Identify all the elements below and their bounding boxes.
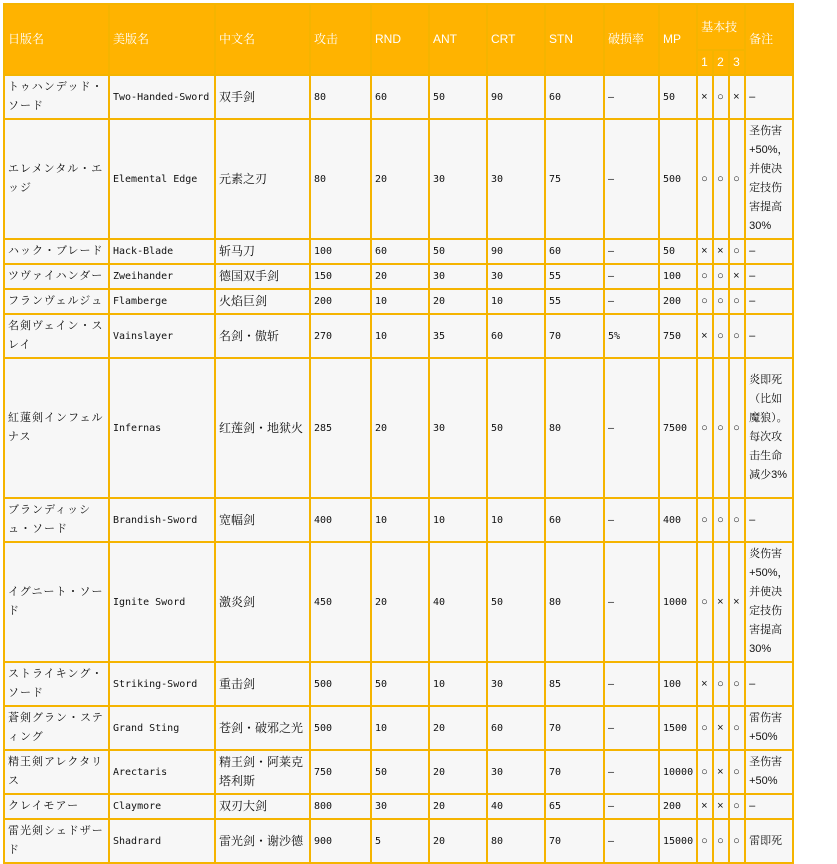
weapon-us-name: Ignite Sword bbox=[110, 543, 214, 661]
weapon-break-rate: – bbox=[605, 499, 658, 541]
weapon-cn-name: 德国双手剑 bbox=[216, 265, 309, 288]
weapon-crt: 30 bbox=[488, 751, 544, 793]
weapon-crt: 60 bbox=[488, 707, 544, 749]
weapon-cn-name: 精王剑・阿莱克塔利斯 bbox=[216, 751, 309, 793]
weapon-note: 雷伤害+50% bbox=[746, 707, 791, 749]
weapon-cn-name: 火焰巨剑 bbox=[216, 290, 309, 313]
table-row bbox=[5, 359, 792, 497]
weapon-ant: 35 bbox=[430, 315, 486, 357]
table-row bbox=[5, 543, 792, 661]
weapon-ant: 10 bbox=[430, 499, 486, 541]
weapon-break-rate: 5% bbox=[605, 315, 658, 357]
weapon-crt: 10 bbox=[488, 290, 544, 313]
weapon-us-name: Vainslayer bbox=[110, 315, 214, 357]
weapon-break-rate: – bbox=[605, 751, 658, 793]
weapon-break-rate: – bbox=[605, 543, 658, 661]
weapon-rnd: 20 bbox=[372, 359, 428, 497]
table-row bbox=[5, 820, 792, 862]
weapon-us-name: Brandish-Sword bbox=[110, 499, 214, 541]
weapon-skill-3: ○ bbox=[730, 240, 744, 263]
weapon-mp: 750 bbox=[660, 315, 696, 357]
header-ant: ANT bbox=[430, 5, 486, 74]
weapon-attack: 150 bbox=[311, 265, 370, 288]
weapon-stn: 70 bbox=[546, 820, 603, 862]
weapon-skill-3: ○ bbox=[730, 359, 744, 497]
weapon-ant: 50 bbox=[430, 76, 486, 118]
weapon-note: – bbox=[746, 290, 791, 313]
table-row bbox=[5, 290, 792, 313]
weapon-skill-1: × bbox=[698, 240, 712, 263]
weapon-mp: 400 bbox=[660, 499, 696, 541]
weapon-stn: 70 bbox=[546, 707, 603, 749]
weapon-skill-2: ○ bbox=[714, 499, 728, 541]
weapon-break-rate: – bbox=[605, 265, 658, 288]
weapon-note: – bbox=[746, 663, 791, 705]
weapon-us-name: Claymore bbox=[110, 795, 214, 818]
weapon-crt: 30 bbox=[488, 120, 544, 238]
weapon-us-name: Infernas bbox=[110, 359, 214, 497]
weapon-stn: 60 bbox=[546, 240, 603, 263]
weapon-skill-2: ○ bbox=[714, 359, 728, 497]
weapon-us-name: Striking-Sword bbox=[110, 663, 214, 705]
weapon-mp: 10000 bbox=[660, 751, 696, 793]
weapon-crt: 90 bbox=[488, 240, 544, 263]
weapon-mp: 1000 bbox=[660, 543, 696, 661]
table-row bbox=[5, 265, 792, 288]
weapon-rnd: 10 bbox=[372, 707, 428, 749]
weapon-cn-name: 双手剑 bbox=[216, 76, 309, 118]
weapon-mp: 7500 bbox=[660, 359, 696, 497]
weapon-rnd: 10 bbox=[372, 499, 428, 541]
weapon-skill-3: × bbox=[730, 543, 744, 661]
weapon-stn: 65 bbox=[546, 795, 603, 818]
weapon-cn-name: 双刃大剑 bbox=[216, 795, 309, 818]
weapon-jp-name: ブランディッシュ・ソード bbox=[5, 499, 108, 541]
weapon-skill-1: ○ bbox=[698, 707, 712, 749]
weapon-break-rate: – bbox=[605, 120, 658, 238]
weapon-jp-name: 雷光剣シェドザード bbox=[5, 820, 108, 862]
weapon-skill-1: × bbox=[698, 795, 712, 818]
header-stn: STN bbox=[546, 5, 603, 74]
weapon-stn: 55 bbox=[546, 290, 603, 313]
weapon-skill-2: ○ bbox=[714, 290, 728, 313]
weapon-us-name: Arectaris bbox=[110, 751, 214, 793]
weapon-crt: 30 bbox=[488, 663, 544, 705]
weapon-crt: 80 bbox=[488, 820, 544, 862]
weapon-cn-name: 苍剑・破邪之光 bbox=[216, 707, 309, 749]
weapon-skill-1: ○ bbox=[698, 820, 712, 862]
weapon-rnd: 50 bbox=[372, 751, 428, 793]
table-row bbox=[5, 663, 792, 705]
weapon-attack: 270 bbox=[311, 315, 370, 357]
weapon-mp: 200 bbox=[660, 795, 696, 818]
weapon-skill-3: ○ bbox=[730, 795, 744, 818]
weapon-jp-name: イグニート・ソード bbox=[5, 543, 108, 661]
weapon-jp-name: ストライキング・ソード bbox=[5, 663, 108, 705]
header-note: 备注 bbox=[746, 5, 791, 74]
table-row bbox=[5, 795, 792, 818]
weapon-rnd: 30 bbox=[372, 795, 428, 818]
weapon-rnd: 20 bbox=[372, 120, 428, 238]
weapon-break-rate: – bbox=[605, 359, 658, 497]
weapon-crt: 30 bbox=[488, 265, 544, 288]
weapon-break-rate: – bbox=[605, 795, 658, 818]
weapon-ant: 50 bbox=[430, 240, 486, 263]
weapon-ant: 40 bbox=[430, 543, 486, 661]
weapon-note: – bbox=[746, 240, 791, 263]
weapon-attack: 400 bbox=[311, 499, 370, 541]
weapon-skill-1: × bbox=[698, 76, 712, 118]
header-skill-2: 2 bbox=[714, 51, 728, 74]
weapon-skill-3: ○ bbox=[730, 751, 744, 793]
weapon-skill-2: ○ bbox=[714, 820, 728, 862]
header-break-rate: 破损率 bbox=[605, 5, 658, 74]
weapon-jp-name: 名剣ヴェイン・スレイ bbox=[5, 315, 108, 357]
weapon-skill-2: × bbox=[714, 751, 728, 793]
weapon-break-rate: – bbox=[605, 820, 658, 862]
weapon-attack: 500 bbox=[311, 663, 370, 705]
weapon-mp: 15000 bbox=[660, 820, 696, 862]
weapon-skill-1: ○ bbox=[698, 751, 712, 793]
weapon-attack: 285 bbox=[311, 359, 370, 497]
weapon-stn: 85 bbox=[546, 663, 603, 705]
weapon-skill-2: ○ bbox=[714, 76, 728, 118]
weapon-us-name: Zweihander bbox=[110, 265, 214, 288]
header-cn-name: 中文名 bbox=[216, 5, 309, 74]
weapon-skill-1: ○ bbox=[698, 499, 712, 541]
weapon-us-name: Elemental Edge bbox=[110, 120, 214, 238]
weapon-cn-name: 元素之刃 bbox=[216, 120, 309, 238]
weapon-crt: 50 bbox=[488, 543, 544, 661]
weapon-stn: 60 bbox=[546, 76, 603, 118]
weapon-attack: 200 bbox=[311, 290, 370, 313]
weapon-skill-3: × bbox=[730, 265, 744, 288]
weapon-rnd: 5 bbox=[372, 820, 428, 862]
header-jp-name: 日版名 bbox=[5, 5, 108, 74]
weapon-ant: 30 bbox=[430, 120, 486, 238]
weapon-stn: 70 bbox=[546, 315, 603, 357]
header-mp: MP bbox=[660, 5, 696, 74]
weapon-attack: 500 bbox=[311, 707, 370, 749]
header-skill-1: 1 bbox=[698, 51, 712, 74]
weapon-skill-3: ○ bbox=[730, 820, 744, 862]
header-basic-skill: 基本技 bbox=[698, 5, 744, 49]
weapon-us-name: Grand Sting bbox=[110, 707, 214, 749]
weapon-jp-name: 精王剣アレクタリス bbox=[5, 751, 108, 793]
weapon-attack: 800 bbox=[311, 795, 370, 818]
weapon-jp-name: 紅蓮剣インフェルナス bbox=[5, 359, 108, 497]
weapon-skill-2: ○ bbox=[714, 265, 728, 288]
weapon-ant: 20 bbox=[430, 290, 486, 313]
weapon-stn: 70 bbox=[546, 751, 603, 793]
weapon-jp-name: ツヴァイハンダー bbox=[5, 265, 108, 288]
weapon-rnd: 60 bbox=[372, 240, 428, 263]
weapon-break-rate: – bbox=[605, 76, 658, 118]
weapon-ant: 20 bbox=[430, 820, 486, 862]
weapon-break-rate: – bbox=[605, 663, 658, 705]
weapon-crt: 60 bbox=[488, 315, 544, 357]
header-rnd: RND bbox=[372, 5, 428, 74]
table-row bbox=[5, 120, 792, 238]
weapon-skill-2: ○ bbox=[714, 120, 728, 238]
weapon-skill-3: ○ bbox=[730, 663, 744, 705]
weapon-attack: 100 bbox=[311, 240, 370, 263]
weapon-jp-name: トゥハンデッド・ソード bbox=[5, 76, 108, 118]
weapon-crt: 50 bbox=[488, 359, 544, 497]
weapon-table bbox=[3, 3, 794, 864]
header-crt: CRT bbox=[488, 5, 544, 74]
weapon-skill-1: × bbox=[698, 315, 712, 357]
weapon-cn-name: 红莲剑・地狱火 bbox=[216, 359, 309, 497]
weapon-jp-name: フランヴェルジュ bbox=[5, 290, 108, 313]
weapon-ant: 30 bbox=[430, 265, 486, 288]
weapon-cn-name: 宽幅剑 bbox=[216, 499, 309, 541]
weapon-skill-2: × bbox=[714, 707, 728, 749]
weapon-note: – bbox=[746, 795, 791, 818]
weapon-stn: 80 bbox=[546, 359, 603, 497]
weapon-attack: 750 bbox=[311, 751, 370, 793]
weapon-mp: 50 bbox=[660, 240, 696, 263]
table-row bbox=[5, 707, 792, 749]
weapon-note: – bbox=[746, 265, 791, 288]
weapon-skill-2: ○ bbox=[714, 315, 728, 357]
weapon-us-name: Flamberge bbox=[110, 290, 214, 313]
weapon-crt: 90 bbox=[488, 76, 544, 118]
weapon-rnd: 20 bbox=[372, 265, 428, 288]
header-skill-3: 3 bbox=[730, 51, 744, 74]
weapon-note: 雷即死 bbox=[746, 820, 791, 862]
weapon-note: 炎即死（比如魔狼）。每次攻击生命减少3% bbox=[746, 359, 791, 497]
weapon-cn-name: 名剑・傲斩 bbox=[216, 315, 309, 357]
weapon-skill-3: × bbox=[730, 76, 744, 118]
weapon-mp: 50 bbox=[660, 76, 696, 118]
weapon-us-name: Shadrard bbox=[110, 820, 214, 862]
weapon-mp: 500 bbox=[660, 120, 696, 238]
weapon-rnd: 50 bbox=[372, 663, 428, 705]
weapon-cn-name: 激炎剑 bbox=[216, 543, 309, 661]
weapon-attack: 900 bbox=[311, 820, 370, 862]
weapon-us-name: Two-Handed-Sword bbox=[110, 76, 214, 118]
weapon-mp: 200 bbox=[660, 290, 696, 313]
weapon-skill-1: ○ bbox=[698, 543, 712, 661]
weapon-skill-1: × bbox=[698, 663, 712, 705]
table-row bbox=[5, 499, 792, 541]
weapon-mp: 1500 bbox=[660, 707, 696, 749]
weapon-ant: 20 bbox=[430, 707, 486, 749]
header-attack: 攻击 bbox=[311, 5, 370, 74]
weapon-break-rate: – bbox=[605, 707, 658, 749]
table-row bbox=[5, 76, 792, 118]
weapon-break-rate: – bbox=[605, 240, 658, 263]
weapon-us-name: Hack-Blade bbox=[110, 240, 214, 263]
table-row bbox=[5, 751, 792, 793]
weapon-note: – bbox=[746, 499, 791, 541]
weapon-skill-3: ○ bbox=[730, 315, 744, 357]
weapon-jp-name: ハック・ブレード bbox=[5, 240, 108, 263]
weapon-ant: 10 bbox=[430, 663, 486, 705]
weapon-cn-name: 重击剑 bbox=[216, 663, 309, 705]
weapon-ant: 20 bbox=[430, 751, 486, 793]
weapon-skill-3: ○ bbox=[730, 120, 744, 238]
weapon-note: – bbox=[746, 76, 791, 118]
weapon-skill-1: ○ bbox=[698, 290, 712, 313]
weapon-ant: 20 bbox=[430, 795, 486, 818]
weapon-rnd: 20 bbox=[372, 543, 428, 661]
weapon-note: 圣伤害+50%，并使决定技伤害提高30% bbox=[746, 120, 791, 238]
weapon-crt: 10 bbox=[488, 499, 544, 541]
table-row bbox=[5, 315, 792, 357]
weapon-jp-name: 蒼剣グラン・スティング bbox=[5, 707, 108, 749]
weapon-break-rate: – bbox=[605, 290, 658, 313]
weapon-jp-name: エレメンタル・エッジ bbox=[5, 120, 108, 238]
weapon-skill-2: × bbox=[714, 795, 728, 818]
weapon-attack: 450 bbox=[311, 543, 370, 661]
weapon-jp-name: クレイモアー bbox=[5, 795, 108, 818]
weapon-crt: 40 bbox=[488, 795, 544, 818]
weapon-mp: 100 bbox=[660, 663, 696, 705]
weapon-stn: 75 bbox=[546, 120, 603, 238]
weapon-cn-name: 斩马刀 bbox=[216, 240, 309, 263]
weapon-skill-1: ○ bbox=[698, 120, 712, 238]
weapon-table-body bbox=[5, 76, 792, 862]
weapon-attack: 80 bbox=[311, 120, 370, 238]
weapon-ant: 30 bbox=[430, 359, 486, 497]
weapon-stn: 55 bbox=[546, 265, 603, 288]
weapon-skill-1: ○ bbox=[698, 359, 712, 497]
weapon-skill-2: ○ bbox=[714, 663, 728, 705]
weapon-attack: 80 bbox=[311, 76, 370, 118]
header-us-name: 美版名 bbox=[110, 5, 214, 74]
weapon-note: 圣伤害+50% bbox=[746, 751, 791, 793]
weapon-skill-3: ○ bbox=[730, 499, 744, 541]
weapon-note: 炎伤害+50%，并使决定技伤害提高30% bbox=[746, 543, 791, 661]
weapon-skill-1: ○ bbox=[698, 265, 712, 288]
weapon-rnd: 10 bbox=[372, 290, 428, 313]
weapon-rnd: 10 bbox=[372, 315, 428, 357]
weapon-skill-2: × bbox=[714, 543, 728, 661]
weapon-stn: 80 bbox=[546, 543, 603, 661]
weapon-stn: 60 bbox=[546, 499, 603, 541]
table-row bbox=[5, 240, 792, 263]
weapon-skill-3: ○ bbox=[730, 290, 744, 313]
weapon-rnd: 60 bbox=[372, 76, 428, 118]
weapon-cn-name: 雷光剑・谢沙德 bbox=[216, 820, 309, 862]
weapon-mp: 100 bbox=[660, 265, 696, 288]
weapon-note: – bbox=[746, 315, 791, 357]
weapon-skill-2: × bbox=[714, 240, 728, 263]
weapon-skill-3: ○ bbox=[730, 707, 744, 749]
